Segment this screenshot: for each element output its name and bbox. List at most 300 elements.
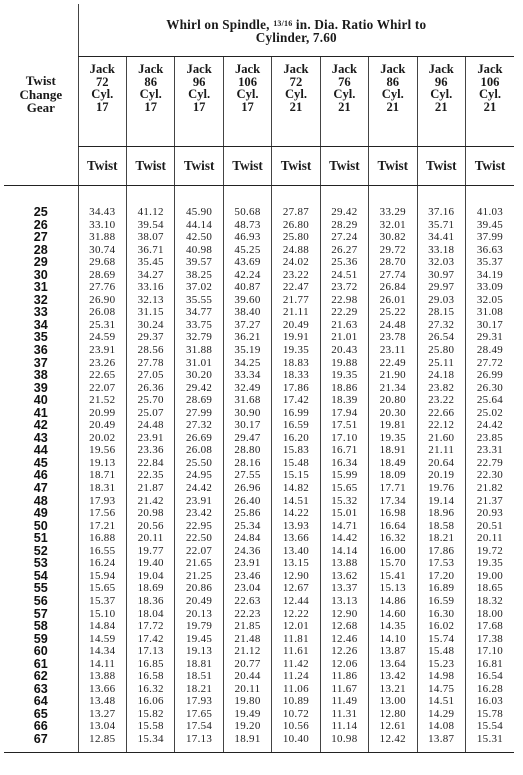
column-header [223, 57, 271, 147]
table-row [4, 444, 514, 457]
column-header-teeth: 96 [192, 74, 206, 89]
twist-value: 29.03 [417, 294, 465, 307]
twist-value: 29.97 [417, 281, 465, 294]
twist-value: 12.90 [272, 570, 320, 583]
gear-number: 54 [33, 568, 48, 583]
twist-value: 14.51 [417, 695, 465, 708]
twist-label: Twist [126, 147, 174, 186]
twist-value: 23.78 [369, 331, 417, 344]
column-header [417, 57, 465, 147]
table-row [4, 482, 514, 495]
twist-value: 23.22 [417, 394, 465, 407]
twist-value: 17.38 [465, 633, 514, 646]
twist-value: 30.17 [223, 419, 271, 432]
twist-value: 14.14 [320, 545, 368, 558]
gear-number: 55 [33, 581, 48, 596]
column-header-jack: Jack [477, 62, 503, 76]
twist-value: 17.71 [369, 482, 417, 495]
table-row [4, 269, 514, 282]
twist-value: 19.79 [175, 620, 223, 633]
twist-value: 18.65 [465, 582, 514, 595]
twist-value: 32.05 [465, 294, 514, 307]
twist-value: 13.87 [417, 733, 465, 746]
twist-value: 39.57 [175, 256, 223, 269]
twist-value: 19.56 [78, 444, 126, 457]
twist-value: 22.50 [175, 532, 223, 545]
twist-value: 11.49 [320, 695, 368, 708]
twist-value: 32.79 [175, 331, 223, 344]
twist-value: 20.56 [126, 520, 174, 533]
twist-table-page [4, 4, 514, 769]
twist-value: 22.47 [272, 281, 320, 294]
twist-value: 18.71 [78, 469, 126, 482]
twist-value: 28.56 [126, 344, 174, 357]
twist-value: 23.26 [78, 357, 126, 370]
twist-value: 19.45 [175, 633, 223, 646]
twist-value: 25.86 [223, 507, 271, 520]
twist-value: 10.40 [272, 733, 320, 746]
twist-value: 11.31 [320, 708, 368, 721]
twist-value: 26.69 [175, 432, 223, 445]
column-header-size: 17 [192, 99, 206, 114]
gear-number: 43 [33, 430, 48, 445]
twist-value: 17.21 [78, 520, 126, 533]
twist-value: 22.84 [126, 457, 174, 470]
twist-value: 20.02 [78, 432, 126, 445]
twist-value: 35.37 [465, 256, 514, 269]
twist-value: 42.50 [175, 231, 223, 244]
table-row [4, 357, 514, 370]
column-header [369, 57, 417, 147]
twist-value: 22.79 [465, 457, 514, 470]
twist-value: 13.04 [78, 720, 126, 733]
twist-value: 30.24 [126, 319, 174, 332]
table-row [4, 256, 514, 269]
twist-value: 32.13 [126, 294, 174, 307]
twist-value: 19.88 [320, 357, 368, 370]
twist-value: 34.27 [126, 269, 174, 282]
twist-value: 33.75 [175, 319, 223, 332]
gear-number: 41 [33, 405, 48, 420]
twist-value: 39.45 [465, 219, 514, 232]
twist-value: 19.20 [223, 720, 271, 733]
twist-value: 34.41 [417, 231, 465, 244]
twist-value: 15.23 [417, 658, 465, 671]
twist-value: 22.35 [126, 469, 174, 482]
twist-value: 19.80 [223, 695, 271, 708]
twist-value: 25.36 [320, 256, 368, 269]
twist-value: 27.32 [417, 319, 465, 332]
twist-value: 19.04 [126, 570, 174, 583]
twist-value: 13.00 [369, 695, 417, 708]
table-row [4, 658, 514, 671]
gear-number: 27 [33, 230, 48, 245]
twist-value: 30.74 [78, 244, 126, 257]
twist-value: 28.29 [320, 219, 368, 232]
twist-value: 21.63 [320, 319, 368, 332]
gear-number: 50 [33, 518, 48, 533]
gear-number: 39 [33, 380, 48, 395]
twist-value: 23.36 [126, 444, 174, 457]
gear-number: 64 [33, 694, 48, 709]
twist-value: 11.61 [272, 645, 320, 658]
twist-value: 43.69 [223, 256, 271, 269]
twist-value: 13.37 [320, 582, 368, 595]
twist-value: 26.08 [175, 444, 223, 457]
gear-number: 42 [33, 418, 48, 433]
twist-value: 23.91 [175, 495, 223, 508]
twist-value: 14.08 [417, 720, 465, 733]
twist-value: 22.49 [369, 357, 417, 370]
twist-value: 25.80 [272, 231, 320, 244]
twist-value: 11.67 [320, 683, 368, 696]
twist-value: 26.96 [223, 482, 271, 495]
twist-value: 27.05 [126, 369, 174, 382]
table-row [4, 582, 514, 595]
twist-value: 15.74 [417, 633, 465, 646]
twist-value: 24.42 [175, 482, 223, 495]
twist-value: 30.97 [417, 269, 465, 282]
twist-value: 18.31 [78, 482, 126, 495]
twist-value: 13.42 [369, 670, 417, 683]
column-header-teeth: 72 [289, 74, 303, 89]
table-row [4, 645, 514, 658]
twist-value: 26.84 [369, 281, 417, 294]
twist-value: 25.31 [78, 319, 126, 332]
twist-value: 20.11 [126, 532, 174, 545]
table-row [4, 708, 514, 721]
twist-value: 33.09 [465, 281, 514, 294]
twist-value: 14.71 [320, 520, 368, 533]
twist-value: 14.82 [272, 482, 320, 495]
twist-value: 19.35 [369, 432, 417, 445]
twist-value: 15.34 [126, 733, 174, 746]
twist-value: 48.73 [223, 219, 271, 232]
twist-value: 19.91 [272, 331, 320, 344]
gear-number: 52 [33, 543, 48, 558]
table-row [4, 469, 514, 482]
twist-value: 14.11 [78, 658, 126, 671]
table-row [4, 570, 514, 583]
twist-value: 14.86 [369, 595, 417, 608]
twist-value: 13.27 [78, 708, 126, 721]
twist-value: 16.32 [369, 532, 417, 545]
column-header-cyl: Cyl. [381, 87, 404, 102]
twist-label: Twist [175, 147, 223, 186]
twist-value: 25.70 [126, 394, 174, 407]
twist-value: 17.10 [320, 432, 368, 445]
twist-value: 23.22 [272, 269, 320, 282]
column-header-cyl: Cyl. [284, 87, 307, 102]
twist-value: 29.37 [126, 331, 174, 344]
column-header-jack: Jack [380, 62, 406, 76]
twist-value: 21.85 [223, 620, 271, 633]
twist-value: 14.10 [369, 633, 417, 646]
twist-value: 14.51 [272, 495, 320, 508]
twist-value: 17.93 [78, 495, 126, 508]
column-header-teeth: 76 [338, 74, 351, 89]
twist-value: 15.99 [320, 469, 368, 482]
gear-number: 31 [33, 280, 48, 295]
gear-number: 59 [33, 631, 48, 646]
twist-value: 16.64 [369, 520, 417, 533]
twist-value: 13.87 [369, 645, 417, 658]
twist-value: 20.49 [272, 319, 320, 332]
twist-value: 18.09 [369, 469, 417, 482]
twist-value: 21.11 [417, 444, 465, 457]
twist-value: 24.84 [223, 532, 271, 545]
table-row [4, 633, 514, 646]
twist-change-gear-header [4, 4, 78, 186]
twist-label: Twist [272, 147, 320, 186]
twist-value: 18.36 [126, 595, 174, 608]
twist-value: 21.60 [417, 432, 465, 445]
table-row [4, 319, 514, 332]
gear-number: 44 [33, 443, 48, 458]
twist-value: 22.98 [320, 294, 368, 307]
gear-number: 56 [33, 593, 48, 608]
twist-value: 29.42 [320, 206, 368, 219]
twist-value: 22.30 [465, 469, 514, 482]
twist-value: 14.59 [78, 633, 126, 646]
twist-value: 13.40 [272, 545, 320, 558]
twist-value: 28.15 [417, 306, 465, 319]
twist-value: 15.32 [320, 495, 368, 508]
title-line-2: Cylinder, 7.60 [255, 29, 337, 45]
twist-value: 20.64 [417, 457, 465, 470]
column-header-teeth: 72 [95, 74, 109, 89]
twist-value: 16.28 [465, 683, 514, 696]
gear-number: 57 [33, 606, 48, 621]
gear-header-line-3: Gear [26, 100, 55, 116]
twist-value: 30.82 [369, 231, 417, 244]
twist-value: 22.23 [223, 608, 271, 621]
body-spacer [4, 186, 514, 207]
twist-value: 16.06 [126, 695, 174, 708]
twist-label: Twist [369, 147, 417, 186]
twist-value: 23.85 [465, 432, 514, 445]
twist-value: 39.54 [126, 219, 174, 232]
twist-value: 37.27 [223, 319, 271, 332]
twist-value: 21.25 [175, 570, 223, 583]
twist-value: 27.55 [223, 469, 271, 482]
twist-value: 13.66 [78, 683, 126, 696]
twist-value: 14.75 [417, 683, 465, 696]
twist-value: 25.22 [369, 306, 417, 319]
twist-value: 34.77 [175, 306, 223, 319]
twist-value: 20.51 [465, 520, 514, 533]
twist-value: 17.94 [320, 407, 368, 420]
twist-value: 24.95 [175, 469, 223, 482]
twist-value: 14.34 [78, 645, 126, 658]
twist-value: 23.91 [78, 344, 126, 357]
twist-value: 15.13 [369, 582, 417, 595]
column-header-cyl: Cyl. [333, 87, 356, 102]
twist-value: 16.81 [465, 658, 514, 671]
twist-value: 16.02 [417, 620, 465, 633]
twist-value: 20.11 [223, 683, 271, 696]
column-header-cyl: Cyl. [188, 87, 211, 102]
twist-value: 16.54 [465, 670, 514, 683]
table-row [4, 620, 514, 633]
twist-value: 15.54 [465, 720, 514, 733]
twist-value: 14.84 [78, 620, 126, 633]
twist-value: 33.16 [126, 281, 174, 294]
twist-value: 12.61 [369, 720, 417, 733]
twist-value: 19.40 [126, 557, 174, 570]
table-row [4, 206, 514, 219]
twist-value: 22.95 [175, 520, 223, 533]
twist-value: 20.13 [175, 608, 223, 621]
column-header-teeth: 86 [386, 74, 400, 89]
twist-value: 19.72 [465, 545, 514, 558]
column-header-size: 21 [483, 99, 497, 114]
twist-value: 12.67 [272, 582, 320, 595]
twist-value: 18.32 [465, 595, 514, 608]
gear-number: 46 [33, 468, 48, 483]
gear-number: 53 [33, 556, 48, 571]
column-header-teeth: 86 [144, 74, 157, 89]
column-header-size: 21 [338, 99, 351, 114]
twist-value: 21.90 [369, 369, 417, 382]
gear-number: 36 [33, 343, 48, 358]
twist-value: 21.11 [272, 306, 320, 319]
twist-value: 35.19 [223, 344, 271, 357]
twist-value: 20.99 [78, 407, 126, 420]
twist-value: 30.20 [175, 369, 223, 382]
table-row [4, 683, 514, 696]
twist-value: 26.90 [78, 294, 126, 307]
gear-number: 62 [33, 669, 48, 684]
twist-value: 45.90 [175, 206, 223, 219]
twist-value: 41.03 [465, 206, 514, 219]
twist-value: 18.04 [126, 608, 174, 621]
gear-number: 65 [33, 706, 48, 721]
table-row [4, 720, 514, 733]
twist-value: 25.07 [126, 407, 174, 420]
gear-number: 47 [33, 481, 48, 496]
twist-value: 28.80 [223, 444, 271, 457]
column-header [175, 57, 223, 147]
twist-value: 16.71 [320, 444, 368, 457]
table-row [4, 281, 514, 294]
twist-value: 15.31 [465, 733, 514, 746]
twist-value: 26.54 [417, 331, 465, 344]
table-row [4, 507, 514, 520]
twist-value: 20.19 [417, 469, 465, 482]
twist-value: 19.49 [223, 708, 271, 721]
table-row [4, 608, 514, 621]
column-header [272, 57, 320, 147]
twist-value: 33.10 [78, 219, 126, 232]
twist-value: 23.42 [175, 507, 223, 520]
twist-value: 19.35 [272, 344, 320, 357]
twist-value: 28.16 [223, 457, 271, 470]
twist-value: 46.93 [223, 231, 271, 244]
twist-value: 17.86 [272, 382, 320, 395]
twist-value: 15.37 [78, 595, 126, 608]
column-header [78, 57, 126, 147]
table-row [4, 306, 514, 319]
twist-value: 38.25 [175, 269, 223, 282]
table-row [4, 331, 514, 344]
table-row [4, 670, 514, 683]
twist-value: 16.59 [417, 595, 465, 608]
twist-value: 29.72 [369, 244, 417, 257]
column-header-teeth: 106 [480, 74, 500, 89]
twist-value: 35.71 [417, 219, 465, 232]
twist-value: 17.10 [465, 645, 514, 658]
column-header-cyl: Cyl. [236, 87, 259, 102]
twist-value: 27.78 [126, 357, 174, 370]
twist-value: 23.82 [417, 382, 465, 395]
twist-value: 18.83 [272, 357, 320, 370]
twist-value: 31.01 [175, 357, 223, 370]
twist-value: 17.13 [175, 733, 223, 746]
twist-value: 10.89 [272, 695, 320, 708]
gear-header-line-1: Twist [25, 73, 56, 89]
twist-value: 15.48 [417, 645, 465, 658]
twist-value: 27.99 [175, 407, 223, 420]
column-header-teeth: 106 [238, 74, 257, 89]
twist-value: 16.34 [320, 457, 368, 470]
table-row [4, 595, 514, 608]
twist-label-row [4, 147, 514, 186]
twist-value: 28.49 [465, 344, 514, 357]
twist-value: 13.21 [369, 683, 417, 696]
twist-value: 10.56 [272, 720, 320, 733]
column-header-jack: Jack [138, 62, 164, 76]
twist-value: 18.33 [272, 369, 320, 382]
twist-value: 16.30 [417, 608, 465, 621]
twist-value: 41.12 [126, 206, 174, 219]
table-row [4, 545, 514, 558]
gear-number: 49 [33, 506, 48, 521]
table-row [4, 394, 514, 407]
twist-value: 11.81 [272, 633, 320, 646]
twist-value: 12.22 [272, 608, 320, 621]
table-row [4, 407, 514, 420]
twist-value: 17.42 [126, 633, 174, 646]
twist-value: 16.59 [272, 419, 320, 432]
twist-value: 15.15 [272, 469, 320, 482]
table-row [4, 457, 514, 470]
twist-value: 16.20 [272, 432, 320, 445]
twist-value: 24.42 [465, 419, 514, 432]
table-body [4, 186, 514, 753]
column-header-cyl: Cyl. [478, 87, 501, 102]
twist-value: 26.30 [465, 382, 514, 395]
twist-value: 13.64 [369, 658, 417, 671]
twist-value: 16.89 [417, 582, 465, 595]
twist-value: 15.70 [369, 557, 417, 570]
twist-value: 20.77 [223, 658, 271, 671]
twist-value: 22.29 [320, 306, 368, 319]
twist-value: 44.14 [175, 219, 223, 232]
twist-value: 39.60 [223, 294, 271, 307]
twist-value: 26.36 [126, 382, 174, 395]
twist-value: 17.65 [175, 708, 223, 721]
twist-value: 24.02 [272, 256, 320, 269]
twist-value: 21.37 [465, 495, 514, 508]
twist-value: 17.51 [320, 419, 368, 432]
twist-value: 24.48 [126, 419, 174, 432]
twist-value: 21.48 [223, 633, 271, 646]
twist-value: 36.21 [223, 331, 271, 344]
gear-number: 58 [33, 619, 48, 634]
twist-value: 21.52 [78, 394, 126, 407]
column-header-jack: Jack [234, 62, 261, 76]
